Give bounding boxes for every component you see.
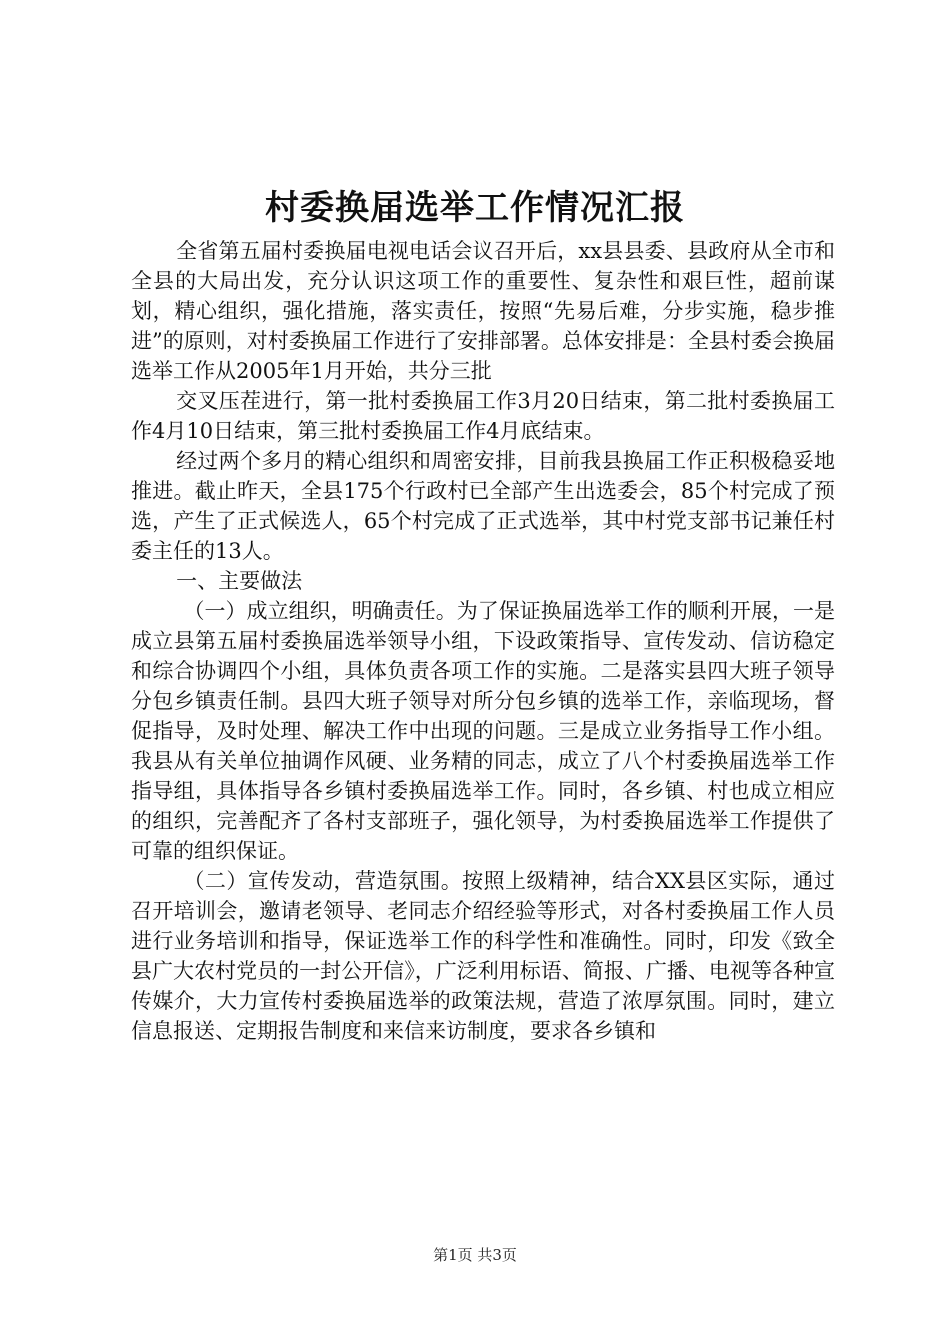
paragraph-batches: 交叉压茬进行，第一批村委换届工作3月20日结束，第二批村委换届工作4月10日结束，第三批村委换届工作4月底结束。	[131, 389, 835, 443]
document-body	[131, 236, 835, 1046]
page-footer: 第1页 共3页	[433, 1246, 517, 1264]
paragraph-publicity: （二）宣传发动，营造氛围。按照上级精神，结合XX县区实际，通过召开培训会，邀请老领导、老同志介绍经验等形式，对各村委换届工作人员进行业务培训和指导，保证选举工作的科学性和准确性。同时，印发《致全县广大农村党员的一封公开信》，广泛利用标语、简报、广播、电视等各种宣传媒介，大力宣传村委换届选举的政策法规，营造了浓厚氛围。同时，建立信息报送、定期报告制度和来信来访制度，要求各乡镇和	[131, 869, 835, 1043]
paragraph-intro: 全省第五届村委换届电视电话会议召开后，xx县县委、县政府从全市和全县的大局出发，充分认识这项工作的重要性、复杂性和艰巨性，超前谋划，精心组织，强化措施，落实责任，按照“先易后难，分步实施，稳步推进”的原则，对村委换届工作进行了安排部署。总体安排是：全县村委会换届选举工作从2005年1月开始，共分三批	[131, 239, 835, 383]
document-title: 村委换届选举工作情况汇报	[265, 188, 685, 228]
section-heading-main-practices: 一、主要做法	[176, 569, 303, 593]
paragraph-organization: （一）成立组织，明确责任。为了保证换届选举工作的顺利开展，一是成立县第五届村委换届选举领导小组，下设政策指导、宣传发动、信访稳定和综合协调四个小组，具体负责各项工作的实施。二是落实县四大班子领导分包乡镇责任制。县四大班子领导对所分包乡镇的选举工作，亲临现场，督促指导，及时处理、解决工作中出现的问题。三是成立业务指导工作小组。我县从有关单位抽调作风硬、业务精的同志，成立了八个村委换届选举工作指导组，具体指导各乡镇村委换届选举工作。同时，各乡镇、村也成立相应的组织，完善配齐了各村支部班子，强化领导，为村委换届选举工作提供了可靠的组织保证。	[131, 599, 835, 863]
paragraph-progress: 经过两个多月的精心组织和周密安排，目前我县换届工作正积极稳妥地推进。截止昨天，全县175个行政村已全部产生出选委会，85个村完成了预选，产生了正式候选人，65个村完成了正式选举，其中村党支部书记兼任村委主任的13人。	[131, 449, 835, 563]
